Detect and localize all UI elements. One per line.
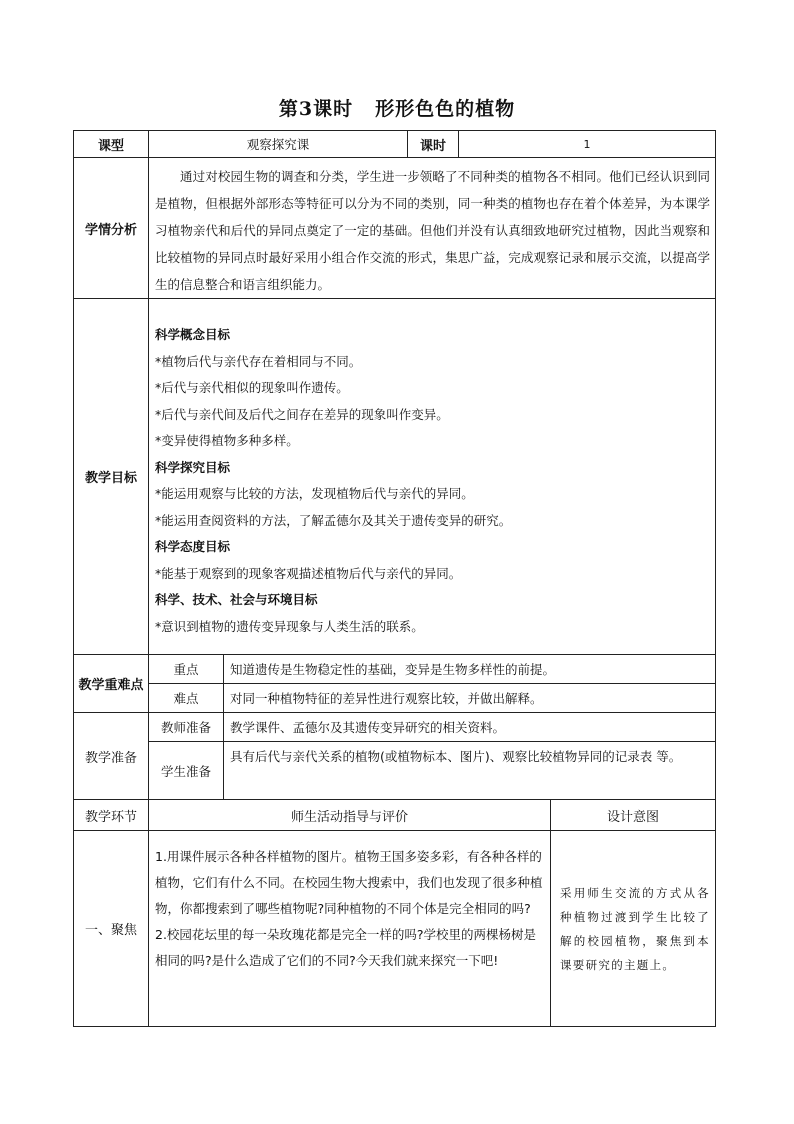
lesson-name: 形形色色的植物 (375, 98, 516, 120)
key-point-text: 知道遗传是生物稳定性的基础，变异是生物多样性的前提。 (230, 662, 556, 677)
period-value: 1 (583, 137, 591, 151)
teacher-prep-label: 教师准备 (160, 720, 211, 735)
goal-item: *能运用观察与比较的方法，发现植物后代与亲代的异同。 (155, 486, 474, 501)
goal-heading: 科学探究目标 (155, 459, 231, 475)
activity-header: 师生活动指导与评价 (290, 809, 408, 825)
stage-focus-intent: 采用师生交流的方式从各种植物过渡到学生比较了解的校园植物，聚焦到本课要研究的主题上。 (560, 886, 710, 972)
difficulty-text: 对同一种植物特征的差异性进行观察比较，并做出解释。 (230, 691, 543, 706)
difficulty-label: 难点 (173, 691, 199, 706)
student-prep-text: 具有后代与亲代关系的植物(或植物标本、图片)、观察比较植物异同的记录表 等。 (230, 749, 682, 764)
goal-heading: 科学、技术、社会与环境目标 (155, 592, 318, 607)
page-title (0, 94, 794, 121)
analysis-text: 通过对校园生物的调查和分类，学生进一步领略了不同种类的植物各不相同。他们已经认识到同是植物，但根据外部形态等特征可以分为不同的类别，同一种类的植物也存在着个体差异，为本课学习植物亲代和后代的异同点奠定了一定的基础。但他们并没有认真细致地研究过植物，因此当观察和比较植物的异同点时最好采用小组合作交流的形式，集思广益，完成观察记录和展示交流，以提高学生的信息整合和语言组织能力。 (155, 169, 710, 292)
stage-header: 教学环节 (84, 809, 137, 825)
stage-focus-activities (155, 844, 545, 974)
student-prep-label: 学生准备 (160, 763, 211, 779)
key-points-label: 教学重难点 (78, 678, 144, 693)
goal-item: *意识到植物的遗传变异现象与人类生活的联系。 (155, 618, 424, 634)
goals-list (155, 322, 710, 640)
period-label: 课时 (419, 138, 446, 154)
goal-item: *能运用查阅资料的方法，了解孟德尔及其关于遗传变异的研究。 (155, 512, 512, 528)
goal-item: *能基于观察到的现象客观描述植物后代与亲代的异同。 (155, 565, 462, 581)
goal-item: *后代与亲代间及后代之间存在差异的现象叫作变异。 (155, 406, 449, 422)
goals-label: 教学目标 (84, 471, 137, 486)
goal-item: *变异使得植物多种多样。 (155, 433, 299, 448)
key-point-label: 重点 (173, 662, 199, 677)
lesson-number: 第3课时 (278, 98, 354, 120)
goal-heading: 科学态度目标 (155, 539, 231, 554)
goal-item: *后代与亲代相似的现象叫作遗传。 (155, 380, 349, 395)
intent-header: 设计意图 (606, 809, 659, 825)
teacher-prep-text: 教学课件、孟德尔及其遗传变异研究的相关资料。 (230, 720, 506, 735)
activity-item: 2.校园花坛里的每一朵玫瑰花都是完全一样的吗?学校里的两棵杨树是相同的吗?是什么造成了它们的不同?今天我们就来探究一下吧! (155, 927, 537, 968)
analysis-label: 学情分析 (84, 222, 137, 238)
stage-focus-label: 一、聚焦 (84, 923, 137, 938)
lesson-type-value: 观察探究课 (246, 137, 310, 152)
goal-heading: 科学概念目标 (155, 327, 231, 342)
prep-label: 教学准备 (84, 750, 137, 766)
activity-item: 1.用课件展示各种各样植物的图片。植物王国多姿多彩，有各种各样的植物，它们有什么不同。在校园生物大搜索中，我们也发现了很多种植物，你都搜索到了哪些植物呢?同种植物的不同个体是完全相同的吗? (155, 849, 543, 916)
goal-item: *植物后代与亲代存在着相同与不同。 (155, 353, 362, 369)
lesson-type-label: 课型 (97, 138, 124, 154)
